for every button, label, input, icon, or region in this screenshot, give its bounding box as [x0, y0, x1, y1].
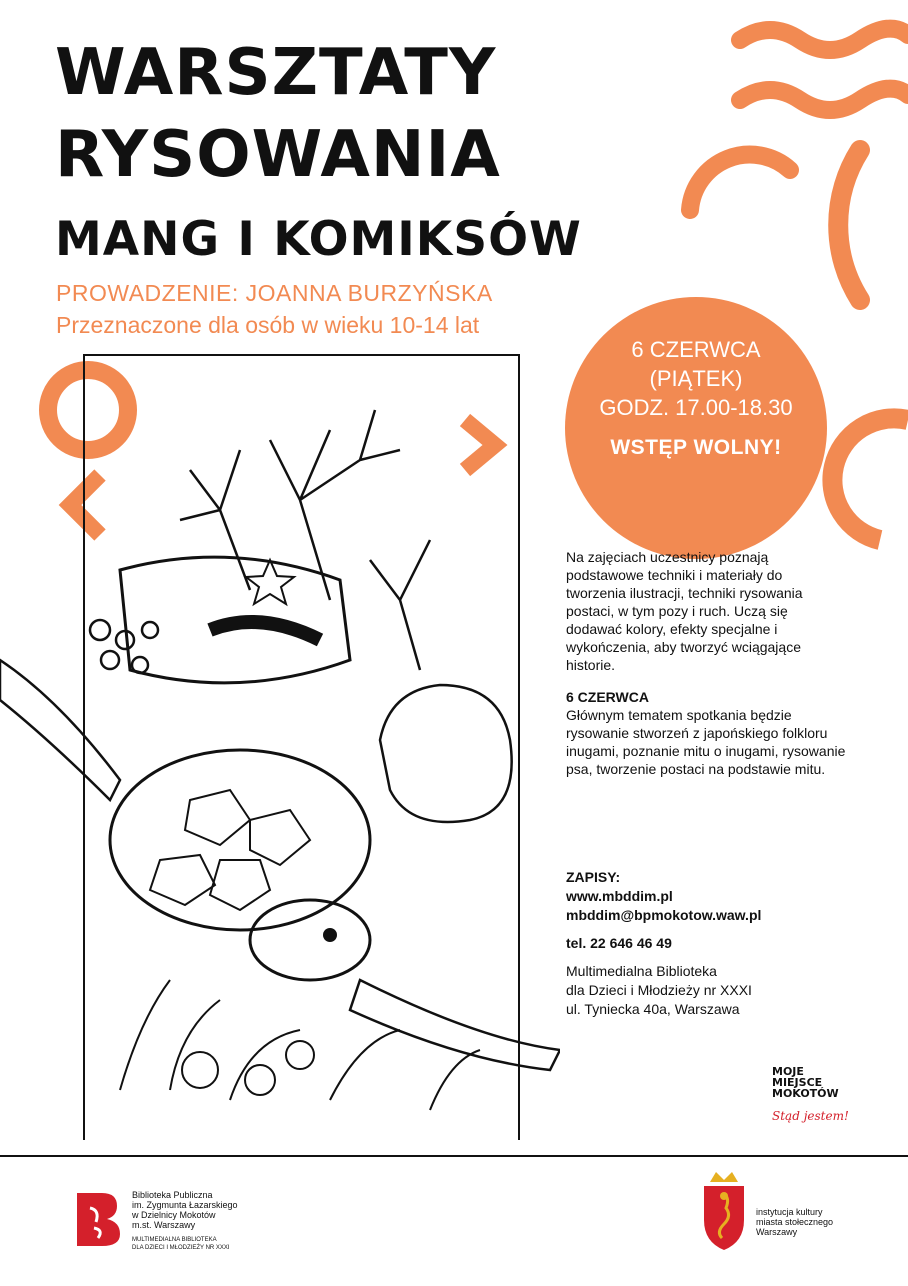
contact-block — [566, 868, 866, 1019]
library-line-4: m.st. Warszawy — [132, 1220, 196, 1230]
event-date: 6 CZERWCA — [631, 337, 761, 362]
description-block — [566, 548, 846, 792]
sea-star — [246, 560, 294, 604]
turtle-flipper-left — [0, 660, 120, 800]
sponge — [380, 685, 512, 822]
signup-label: ZAPISY: — [566, 869, 621, 885]
title-line-3: MANG I KOMIKSÓW — [55, 212, 582, 267]
free-entry: WSTĘP WOLNY! — [610, 436, 782, 459]
age-line: Przeznaczone dla osób w wieku 10-14 lat — [56, 312, 480, 338]
city-institution-text — [756, 1207, 876, 1237]
event-time: GODZ. 17.00-18.30 — [599, 395, 793, 420]
arc-shape-2 — [838, 150, 860, 300]
logo-line-1: MOJE — [772, 1065, 804, 1078]
session-heading: 6 CZERWCA — [566, 689, 649, 705]
address-line-3: ul. Tyniecka 40a, Warszawa — [566, 1001, 740, 1017]
moje-miejsce-logo — [772, 1066, 867, 1136]
library-name — [132, 1190, 292, 1252]
turtle-flipper-right — [350, 980, 560, 1070]
website-link[interactable]: www.mbddim.pl — [566, 888, 673, 904]
warsaw-coat-of-arms-icon — [700, 1172, 748, 1252]
event-date-circle — [565, 297, 827, 559]
address-line-1: Multimedialna Biblioteka — [566, 963, 717, 979]
city-line-3: Warszawy — [756, 1227, 798, 1237]
phone-number[interactable]: tel. 22 646 46 49 — [566, 935, 672, 951]
sea-turtle-illustration — [0, 340, 560, 1140]
description-intro: Na zajęciach uczestnicy poznają podstawowe techniki i materiały do tworzenia ilustracji, techniki rysowania postaci, w tym pozy i ruch. Uczą się dodawać kolory, efekty specjalne i wykończenia, aby tworzyć wciągające historie. — [566, 549, 803, 673]
library-logo-icon — [72, 1188, 122, 1250]
turtle-eye — [323, 928, 337, 942]
library-line-2: im. Zygmunta Łazarskiego — [132, 1200, 238, 1210]
logo-line-2: MIEJSCE — [772, 1076, 823, 1089]
library-line-3: w Dzielnicy Mokotów — [132, 1210, 216, 1220]
footer-divider — [0, 1155, 908, 1157]
event-day: (PIĄTEK) — [649, 366, 743, 391]
instructor-line: PROWADZENIE: JOANNA BURZYŃSKA — [56, 280, 493, 306]
branch-line-1: MULTIMEDIALNA BIBLIOTEKA — [132, 1237, 217, 1243]
address-line-2: dla Dzieci i Młodzieży nr XXXI — [566, 982, 752, 998]
email-link[interactable]: mbddim@bpmokotow.waw.pl — [566, 907, 762, 923]
logo-line-3: MOKOTÓW — [772, 1087, 839, 1100]
logo-tagline: Stąd jestem! — [772, 1109, 849, 1123]
wave-shape-2 — [740, 89, 908, 110]
city-line-2: miasta stołecznego — [756, 1217, 834, 1227]
wave-shape-1 — [740, 29, 908, 50]
city-line-1: instytucja kultury — [756, 1207, 823, 1217]
seabed-plants — [120, 980, 480, 1110]
anemone — [90, 620, 158, 673]
arc-shape-1 — [690, 155, 790, 210]
turtle-head — [250, 900, 370, 980]
branch-line-2: DLA DZIECI I MŁODZIEŻY NR XXXI — [132, 1245, 230, 1251]
session-text: Głównym tematem spotkania będzie rysowanie stworzeń z japońskiego folkloru inugami, poznanie mitu o inugami, rysowanie psa, tworzenie postaci na podstawie mitu. — [566, 707, 846, 777]
title-line-2: RYSOWANIA — [55, 118, 501, 192]
library-line-1: Biblioteka Publiczna — [132, 1190, 213, 1200]
title-line-1: WARSZTATY — [55, 36, 497, 110]
ring-shape-right — [832, 418, 908, 540]
